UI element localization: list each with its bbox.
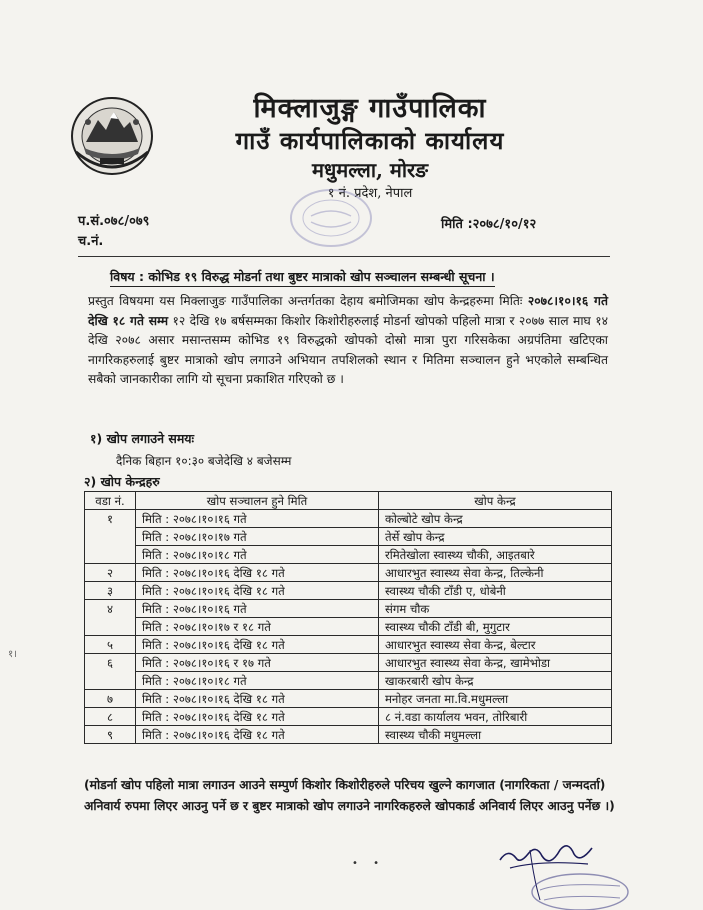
office-location: मधुमल्ला, मोरङ <box>312 158 428 182</box>
center-cell: तेर्से खोप केन्द्र <box>379 528 612 546</box>
ward-cell <box>85 528 136 546</box>
table-row <box>85 582 612 600</box>
body-details: १२ देखि १७ बर्षसम्मका किशोर किशोरीहरुलाई मोडर्ना खोपको पहिलो मात्रा र २०७७ साल माघ १४ देखि २०७८ असार मसान्तसम्म कोभिड १९ विरुद्धको खोपको दोस्रो मात्रा पुरा गरिसकेका अग्रपंतिमा खटिएका नागरिकहरुलाई बुष्टर मात्राको खोप लगाउने अभियान तपशिलको स्थान र मितिमा सञ्चालन हुने भएकोले सम्बन्धित सबैको जानकारीका लागि यो सूचना प्रकाशित गरिएको छ । <box>88 313 608 387</box>
date-cell: मिति : २०७८।१०।१७ र १८ गते <box>136 618 379 636</box>
center-cell: आधारभुत स्वास्थ्य सेवा केन्द्र, बेल्टार <box>379 636 612 654</box>
table-row <box>85 600 612 618</box>
table-row <box>85 618 612 636</box>
date-cell: मिति : २०७८।१०।१८ गते <box>136 672 379 690</box>
center-cell: स्वास्थ्य चौकी टाँडी बी, मुगुटार <box>379 618 612 636</box>
header-center: खोप केन्द्र <box>379 492 612 510</box>
table-row <box>85 690 612 708</box>
date-cell: मिति : २०७८।१०।१६ देखि १८ गते <box>136 636 379 654</box>
body-date-range: २०७८।१०।१६ गते देखि १८ गते सम्म <box>88 294 608 328</box>
vaccination-centers-table <box>84 491 612 744</box>
section-centers-title: २) खोप केन्द्रहरु <box>84 474 160 489</box>
body-intro: प्रस्तुत विषयमा यस मिक्लाजुङ गाउँपालिका अन्तर्गतका देहाय बमोजिमका खोप केन्द्रहरुमा मितिः <box>88 294 523 308</box>
patra-sankhya: प.सं.०७८/०७९ <box>78 214 150 229</box>
center-cell: संगम चौक <box>379 600 612 618</box>
nepal-emblem-logo <box>66 92 158 178</box>
issue-date: मिति :२०७८/१०/१२ <box>441 217 537 232</box>
header-date: खोप सञ्चालन हुने मिति <box>136 492 379 510</box>
ward-cell <box>85 618 136 636</box>
table-row <box>85 636 612 654</box>
date-cell: मिति : २०७८।१०।१६ देखि १८ गते <box>136 564 379 582</box>
center-cell: स्वास्थ्य चौकी टाँडी ए, धोबेनी <box>379 582 612 600</box>
center-cell: स्वास्थ्य चौकी मधुमल्ला <box>379 726 612 744</box>
date-cell: मिति : २०७८।१०।१८ गते <box>136 546 379 564</box>
ward-cell: २ <box>85 564 136 582</box>
ward-cell: ६ <box>85 654 136 672</box>
center-cell: कोल्बोटे खोप केन्द्र <box>379 510 612 528</box>
reference-numbers <box>78 212 149 252</box>
table-row <box>85 726 612 744</box>
center-cell: आधारभुत स्वास्थ्य सेवा केन्द्र, खामेभोडा <box>379 654 612 672</box>
center-cell: रमितेखोला स्वास्थ्य चौकी, आइतबारे <box>379 546 612 564</box>
table-header-row <box>85 492 612 510</box>
table-row <box>85 672 612 690</box>
footer-instructions: (मोडर्ना खोप पहिलो मात्रा लगाउन आउने सम्पुर्ण किशोर किशोरीहरुले परिचय खुल्ने कागजात (नागरिकता / जन्मदर्ता) अनिवार्य रुपमा लिएर आउनु पर्ने छ र बुष्टर मात्राको खोप लगाउने नागरिकहरुले खोपकार्ड अनिवार्य लिएर आउनु पर्नेछ ।) <box>84 778 615 813</box>
ward-cell: ७ <box>85 690 136 708</box>
date-cell: मिति : २०७८।१०।१६ देखि १८ गते <box>136 582 379 600</box>
ward-cell: ४ <box>85 600 136 618</box>
date-cell: मिति : २०७८।१०।१६ र १७ गते <box>136 654 379 672</box>
margin-mark: १। <box>8 649 17 660</box>
ward-cell <box>85 546 136 564</box>
date-cell: मिति : २०७८।१०।१६ देखि १८ गते <box>136 726 379 744</box>
ward-cell: ५ <box>85 636 136 654</box>
center-cell: आधारभुत स्वास्थ्य सेवा केन्द्र, तिल्केनी <box>379 564 612 582</box>
signature-stamp <box>470 820 630 910</box>
office-stamp <box>286 186 376 250</box>
date-cell: मिति : २०७८।१०।१६ गते <box>136 600 379 618</box>
scan-dots: • • <box>352 858 385 869</box>
center-cell: ८ नं.वडा कार्यालय भवन, तोरिबारी <box>379 708 612 726</box>
table-row <box>85 546 612 564</box>
center-cell: मनोहर जनता मा.वि.मधुमल्ला <box>379 690 612 708</box>
table-row <box>85 564 612 582</box>
province-name: १ नं. प्रदेश, नेपाल <box>327 186 413 201</box>
body-paragraph <box>88 292 608 390</box>
office-name: गाउँ कार्यपालिकाको कार्यालय <box>235 126 505 155</box>
table-row <box>85 510 612 528</box>
table-row <box>85 528 612 546</box>
center-cell: खाकरबारी खोप केन्द्र <box>379 672 612 690</box>
ward-cell: १ <box>85 510 136 528</box>
section-time-title: १) खोप लगाउने समयः <box>90 431 195 446</box>
date-cell: मिति : २०७८।१०।१६ देखि १८ गते <box>136 690 379 708</box>
ward-cell: ३ <box>85 582 136 600</box>
section-time-text: दैनिक बिहान १०:३० बजेदेखि ४ बजेसम्म <box>116 454 292 468</box>
municipality-name: मिक्लाजुङ्ग गाउँपालिका <box>253 93 487 124</box>
subject-line: विषय : कोभिड १९ विरुद्ध मोडर्ना तथा बुष्टर मात्राको खोप सञ्चालन सम्बन्धी सूचना । <box>110 268 495 287</box>
ward-cell: ९ <box>85 726 136 744</box>
header-ward: वडा नं. <box>85 492 136 510</box>
chalani-number: च.नं. <box>78 234 104 249</box>
table-row <box>85 708 612 726</box>
ward-cell: ८ <box>85 708 136 726</box>
header-divider <box>78 256 610 257</box>
date-cell: मिति : २०७८।१०।१७ गते <box>136 528 379 546</box>
ward-cell <box>85 672 136 690</box>
table-row <box>85 654 612 672</box>
date-cell: मिति : २०७८।१०।१६ गते <box>136 510 379 528</box>
date-cell: मिति : २०७८।१०।१६ देखि १८ गते <box>136 708 379 726</box>
